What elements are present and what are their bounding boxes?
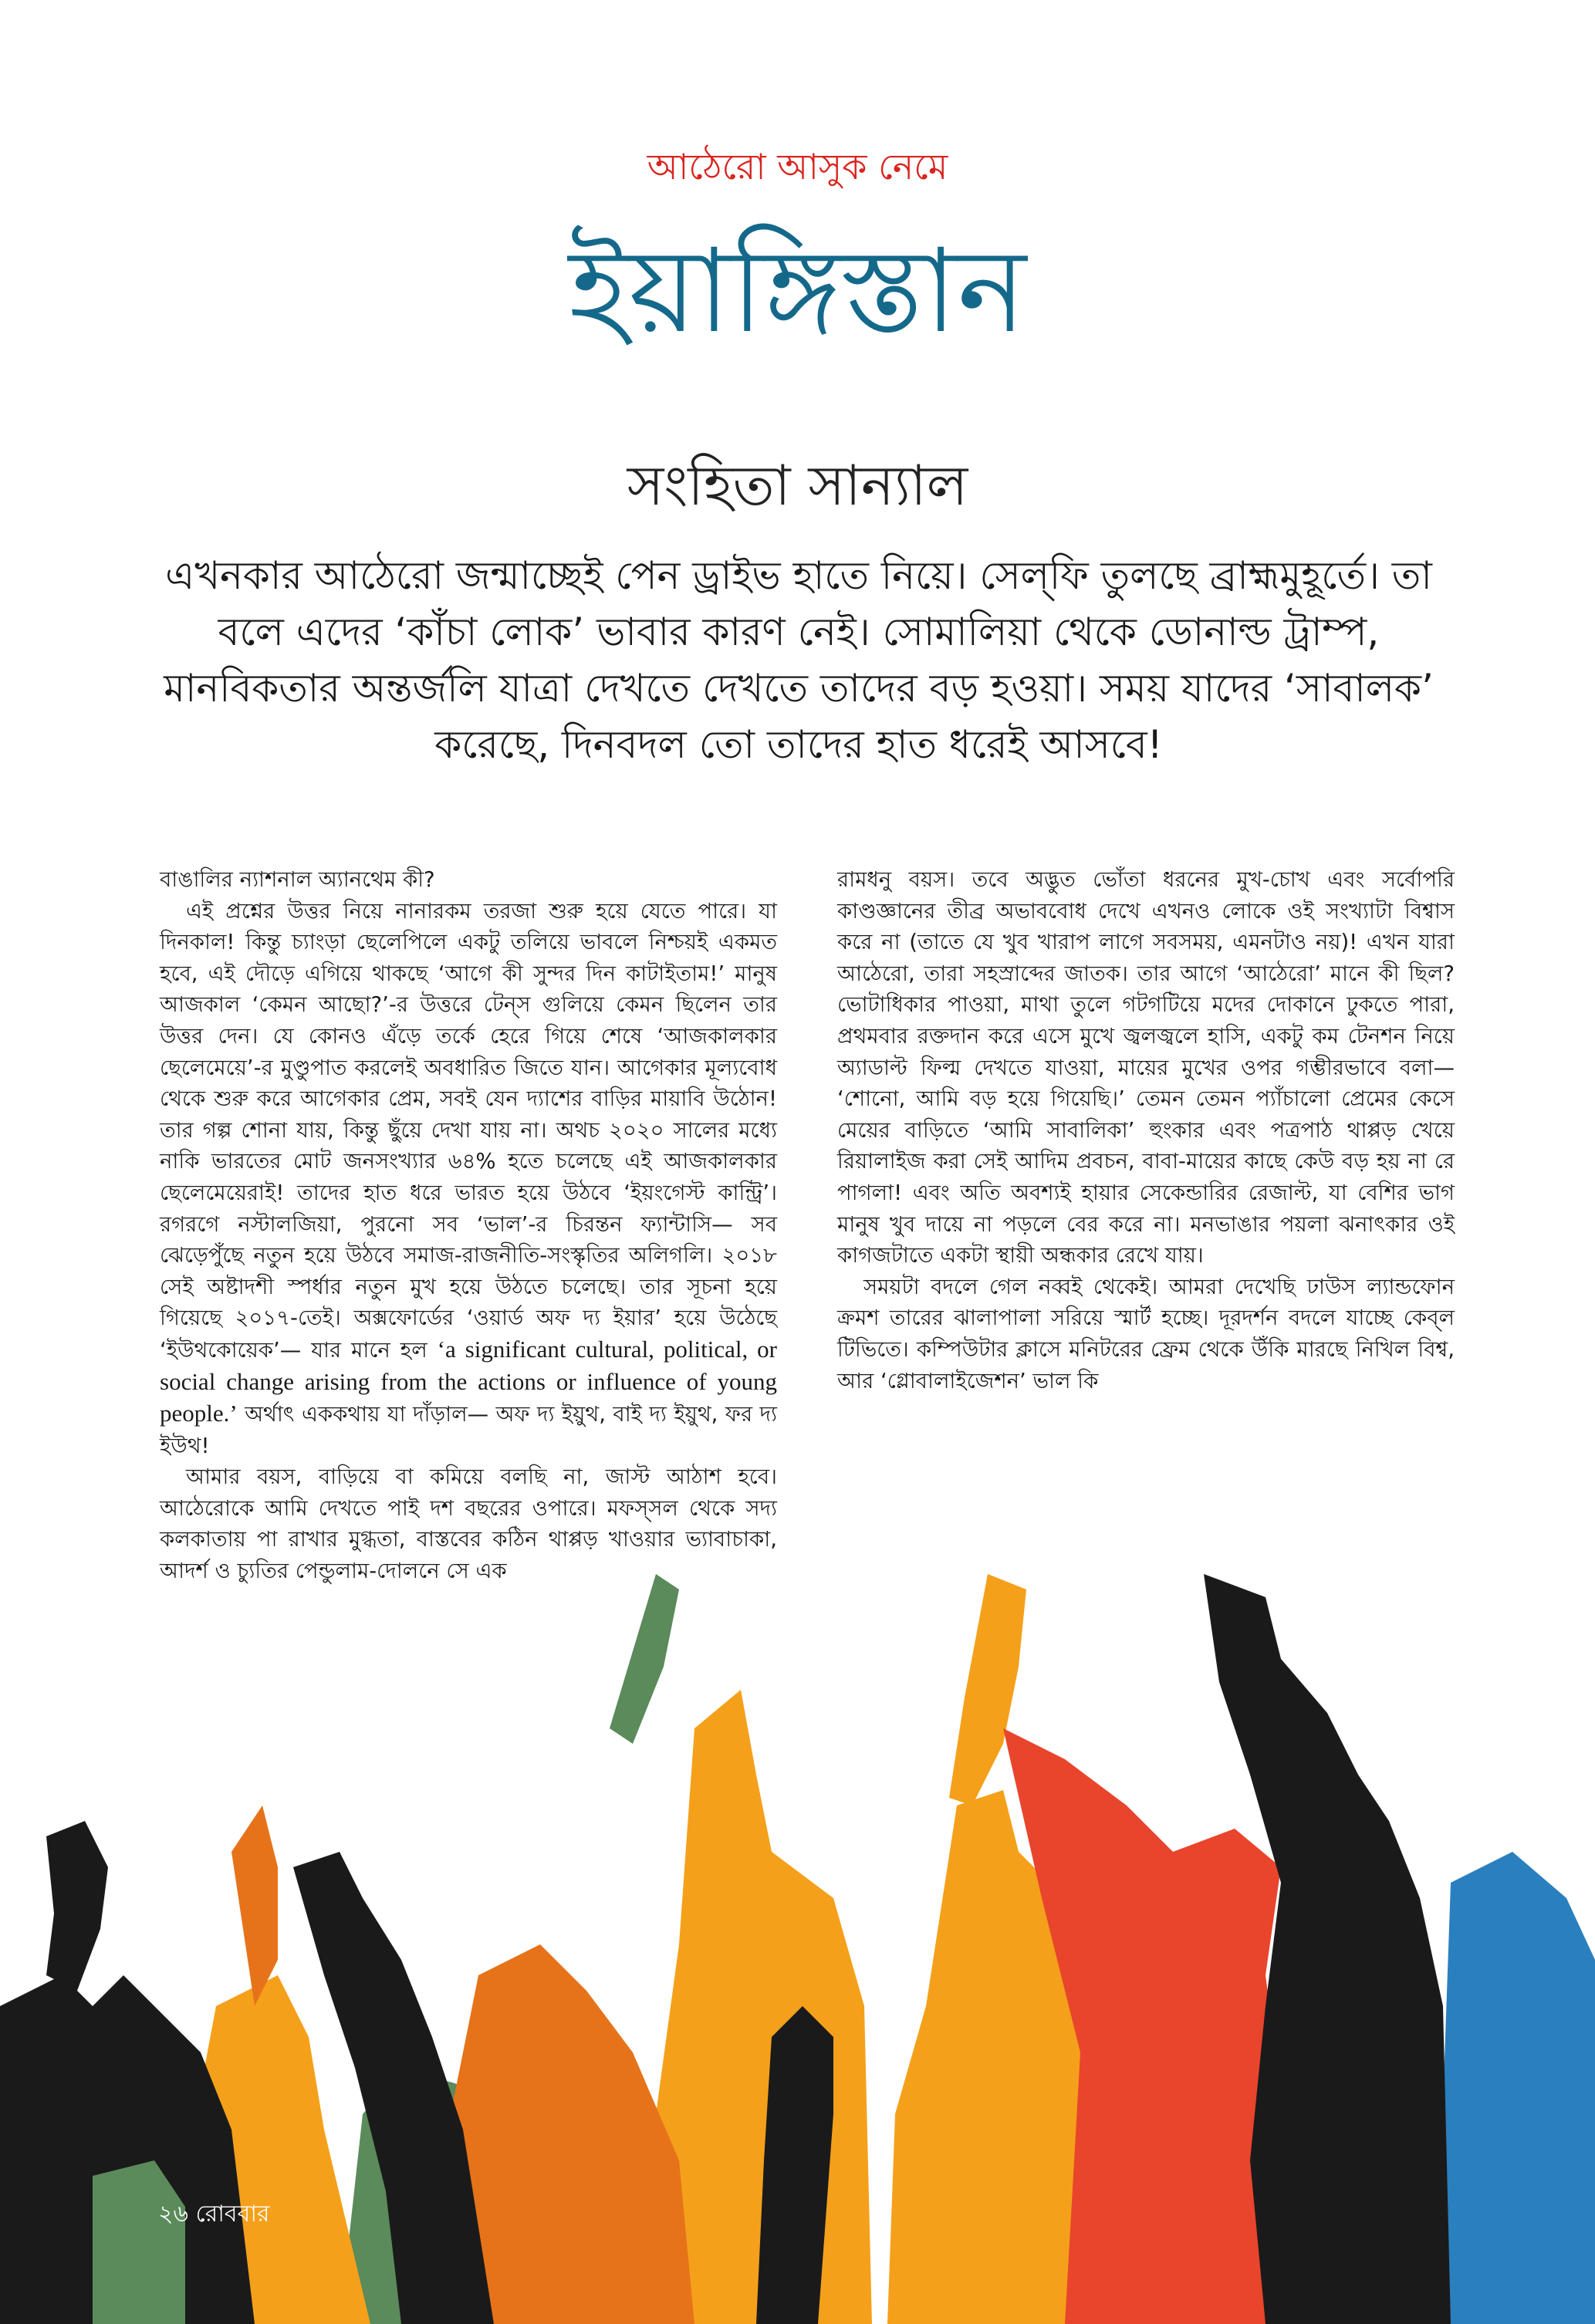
english-quote: ‘a significant cultural, political, or social change arising from the actions or influence of young people.’ [160,1335,777,1427]
body-paragraph: বাঙালির ন্যাশনাল অ্যানথেম কী? [160,867,435,892]
crowd-figure [610,1574,679,1744]
page-folio: ২৬ রোববার [158,2201,270,2228]
crowd-figure [46,1821,108,1991]
body-text: এই প্রশ্নের উত্তর নিয়ে নানারকম তরজা শুরু হয়ে যেতে পারে। যা দিনকাল! কিন্তু চ্যাংড়া ছেলেপিলে একটু তলিয়ে ভাবলে নিশ্চয়ই একমত হবে, এই দৌড়ে এগিয়ে থাকছে ‘আগে কী সুন্দর দিন কাটাইতাম!’ মানুষ আজকাল ‘কেমন আছো?’-র উত্তরে টেন্‌স গুলিয়ে কেমন ছিলেন তার উত্তর দেন। যে কোনও এঁড়ে তর্কে হেরে গিয়ে শেষে ‘আজকালকার ছেলেমেয়ে’-র মুণ্ডুপাত করলেই অবধারিত জিতে যান। আগেকার মূল্যবোধ থেকে শুরু করে আগেকার প্রেম, সবই যেন দ্যাশের বাড়ির মায়াবি উঠোন! তার গল্প শোনা যায়, কিন্তু ছুঁয়ে দেখা যায় না। অথচ ২০২০ সালের মধ্যে নাকি ভারতের মোট জনসংখ্যার ৬৪% হতে চলেছে এই আজকালকার ছেলেমেয়েরাই! তাদের হাত ধরে ভারত হয়ে উঠবে ‘ইয়ংগেস্ট কান্ট্রি’। রগরগে নস্টালজিয়া, পুরনো সব ‘ভাল’-র চিরন্তন ফ্যান্টাসি— সব ঝেড়েপুঁছে নতুন হয়ে উঠবে সমাজ-রাজনীতি-সংস্কৃতির অলিগলি। ২০১৮ সেই অষ্টাদশী স্পর্ধার নতুন মুখ হয়ে উঠতে চলেছে। তার সূচনা হয়ে গিয়েছে ২০১৭-তেই। অক্সফোর্ডের ‘ওয়ার্ড অফ দ্য ইয়ার’ হয়ে উঠেছে ‘ইউথকোয়েক’— যার মানে হল [160,898,777,1363]
section-kicker: আঠেরো আসুক নেমে [647,146,948,187]
crowd-figure [1435,1852,1595,2324]
author-byline: সংহিতা সান্যাল [627,453,968,518]
body-paragraph [160,896,777,1462]
body-text: অর্থাৎ এককথায় যা দাঁড়াল— অফ দ্য ইয়ুথ, বাই দ্য ইয়ুথ, ফর দ্য ইউথ! [160,1402,777,1458]
body-column-left [160,864,777,1587]
body-column-right [837,864,1455,1397]
body-paragraph: রামধনু বয়স। তবে অদ্ভুত ভোঁতা ধরনের মুখ-চোখ এবং সর্বোপরি কাণ্ডজ্ঞানের তীব্র অভাববোধ দেখে এখনও লোকে ওই সংখ্যাটা বিশ্বাস করে না (তাতে যে খুব খারাপ লাগে সবসময়, এমনটাও নয়)! এখন যারা আঠেরো, তারা সহস্রাব্দের জাতক। তার আগে ‘আঠেরো’ মানে কী ছিল? ভোটাধিকার পাওয়া, মাথা তুলে গটগটিয়ে মদের দোকানে ঢুকতে পারা, প্রথমবার রক্তদান করে এসে মুখে জ্বলজ্বলে হাসি, একটু কম টেনশন নিয়ে অ্যাডাল্ট ফিল্ম দেখতে যাওয়া, মায়ের মুখের ওপর গম্ভীরভাবে বলা— ‘শোনো, আমি বড় হয়ে গিয়েছি।’ তেমন তেমন প্যাঁচালো প্রেমের কেসে মেয়ের বাড়িতে ‘আমি সাবালিকা’ হুংকার এবং পত্রপাঠ থাপ্পড় খেয়ে রিয়ালাইজ করা সেই আদিম প্রবচন, বাবা-মায়ের কাছে কেউ বড় হয় না রে পাগলা! এবং অতি অবশ্যই হায়ার সেকেন্ডারির রেজাল্ট, যা বেশির ভাগ মানুষ খুব দায়ে না পড়লে বের করে না। মনভাঙার পয়লা ঝনাৎকার ওই কাগজটাতে একটা স্থায়ী অন্ধকার রেখে যায়। [837,867,1455,1268]
article-title: ইয়াঙ্গিস্তান [568,225,1027,359]
standfirst: এখনকার আঠেরো জন্মাচ্ছেই পেন ড্রাইভ হাতে নিয়ে। সেল্‌ফি তুলছে ব্রাহ্মমুহূর্তে। তা বলে এদের ‘কাঁচা লোক’ ভাবার কারণ নেই। সোমালিয়া থেকে ডোনাল্ড ট্রাম্প, মানবিকতার অন্তর্জলি যাত্রা দেখতে দেখতে তাদের বড় হওয়া। সময় যাদের ‘সাবালক’ করেছে, দিনবদল তো তাদের হাত ধরেই আসবে! [164,553,1434,767]
crowd-figure [231,1805,278,2006]
body-paragraph: আমার বয়স, বাড়িয়ে বা কমিয়ে বলছি না, জাস্ট আঠাশ হবে। আঠেরোকে আমি দেখতে পাই দশ বছরের ওপারে। মফস্‌সল থেকে সদ্য কলকাতায় পা রাখার মুগ্ধতা, বাস্তবের কঠিন থাপ্পড় খাওয়ার ভ্যাবাচাকা, আদর্শ ও চ্যুতির পেন্ডুলাম-দোলনে সে এক [160,1464,777,1584]
body-paragraph: সময়টা বদলে গেল নব্বই থেকেই। আমরা দেখেছি ঢাউস ল্যান্ডফোন ক্রমশ তারের ঝালাপালা সরিয়ে স্মার্ট হচ্ছে। দূরদর্শন বদলে যাচ্ছে কেব্‌ল টিভিতে। কম্পিউটার ক্লাসে মনিটরের ফ্রেম থেকে উঁকি মারছে নিখিল বিশ্ব, আর ‘গ্লোবালাইজেশন’ ভাল কি [837,1274,1455,1393]
